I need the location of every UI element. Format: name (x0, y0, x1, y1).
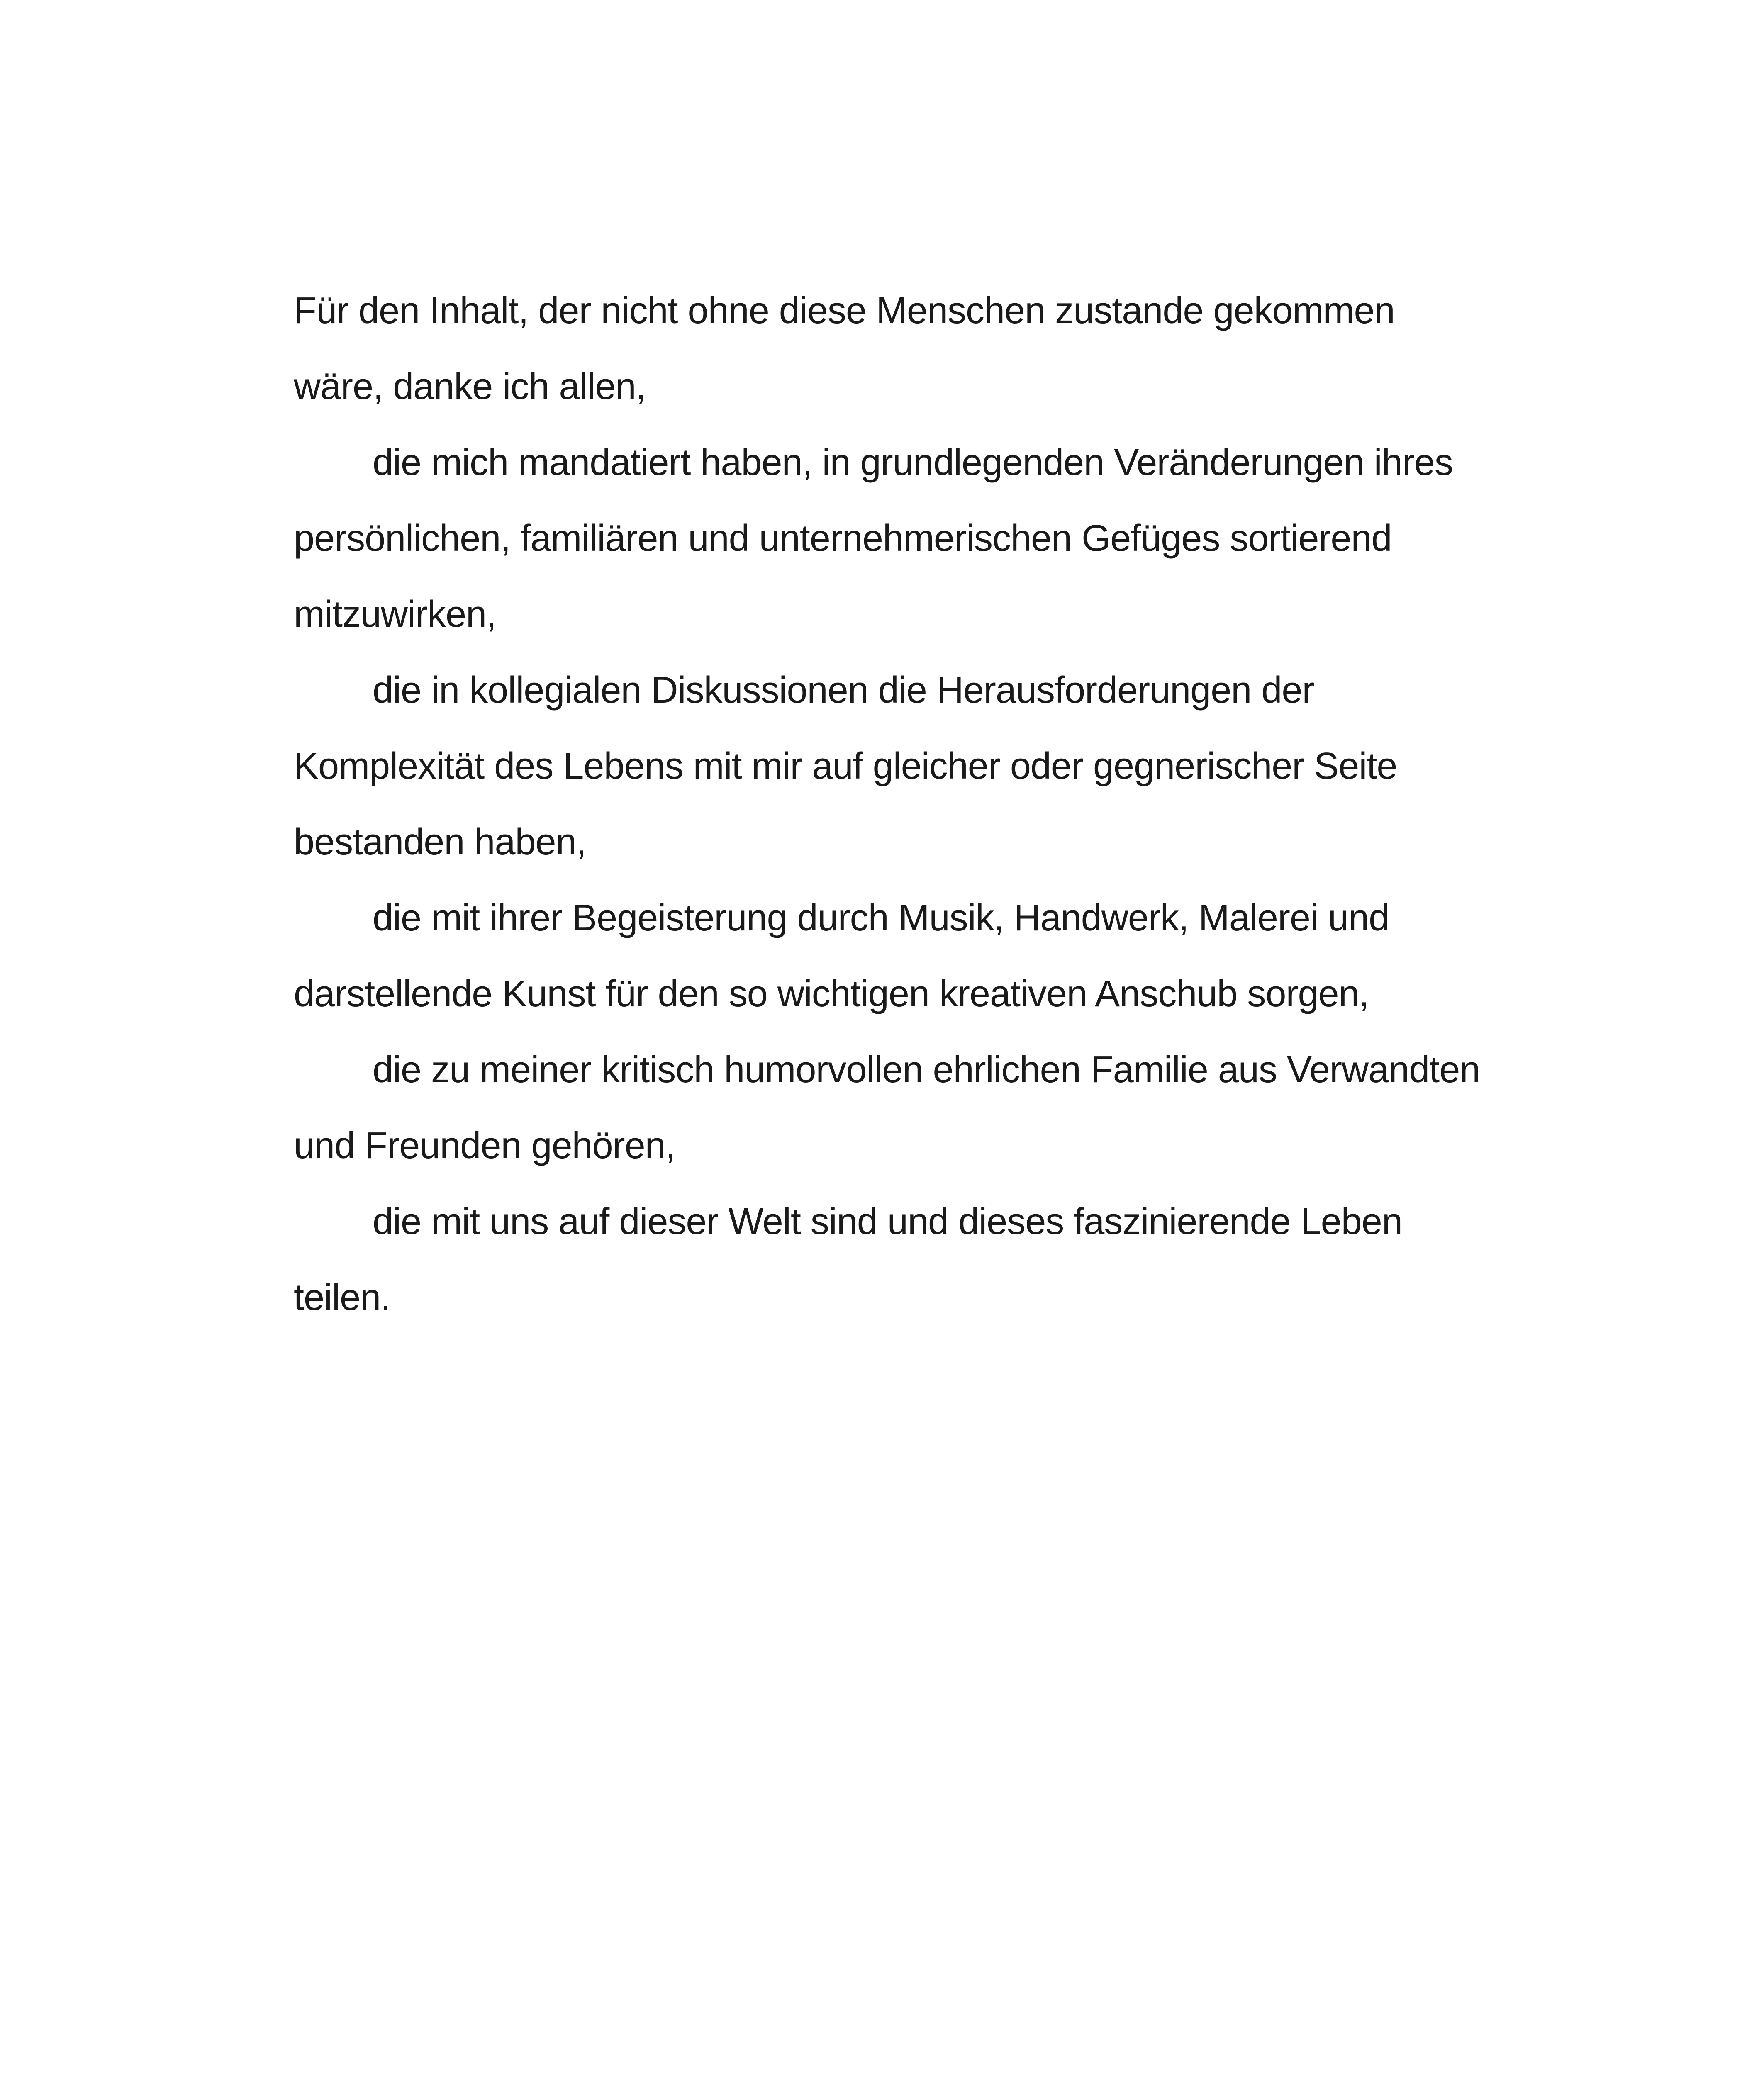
paragraph-arts: die mit ihrer Begeisterung durch Musik, Handwerk, Malerei und darstellende Kunst für den so wichtigen kreativen Anschub sorgen, (294, 897, 1389, 1015)
paragraph-family: die zu meiner kritisch humorvollen ehrlichen Familie aus Verwandten und Freunden gehören, (294, 1049, 1480, 1166)
paragraph-colleagues: die in kollegialen Diskussionen die Herausforderungen der Komplexität des Lebens mit mir auf gleicher oder gegnerischer Seite bestanden haben, (294, 669, 1397, 863)
acknowledgement-text (294, 273, 1489, 1336)
paragraph-mandates: die mich mandatiert haben, in grundlegenden Veränderungen ihres persönlichen, familiären und unternehmerischen Gefüges sortierend mitzuwirken, (294, 442, 1453, 635)
intro-paragraph: Für den Inhalt, der nicht ohne diese Menschen zustande gekommen wäre, danke ich allen, (294, 290, 1395, 407)
paragraph-world: die mit uns auf dieser Welt sind und dieses faszinierende Leben teilen. (294, 1201, 1402, 1318)
